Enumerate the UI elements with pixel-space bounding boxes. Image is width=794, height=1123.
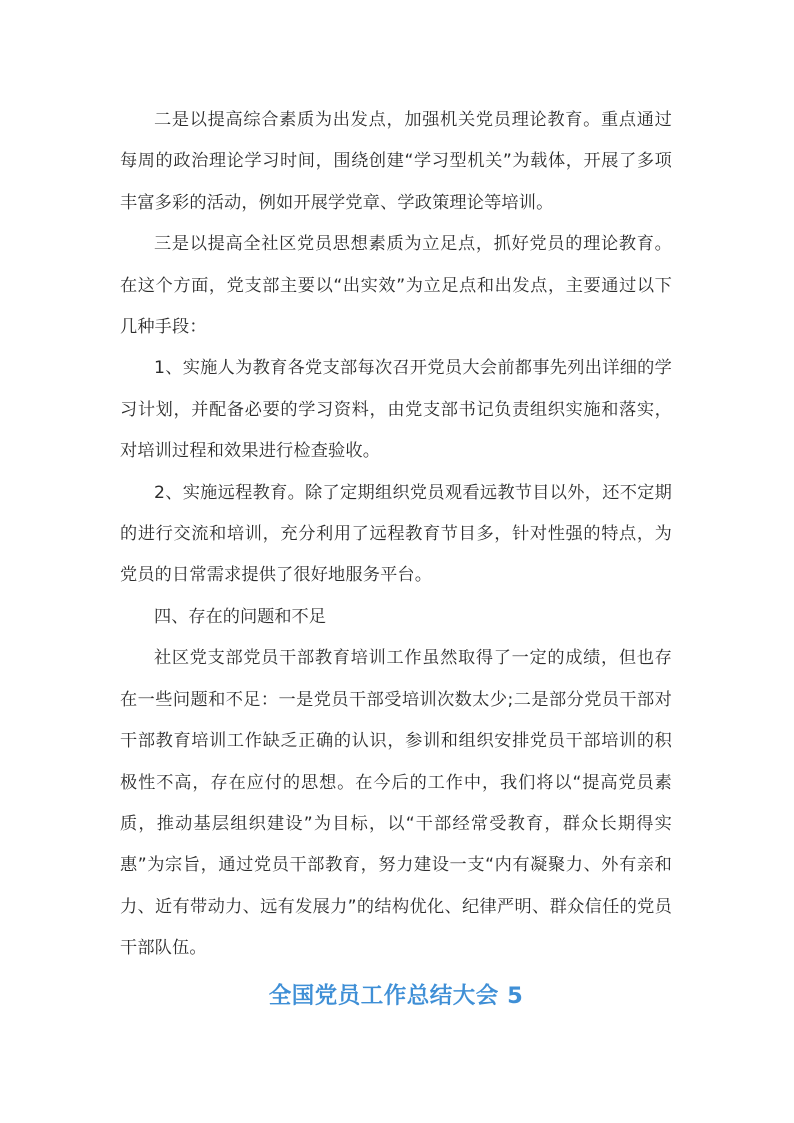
paragraph-problems: 社区党支部党员干部教育培训工作虽然取得了一定的成绩，但也存在一些问题和不足：一是党员干部受培训次数太少;二是部分党员干部对干部教育培训工作缺乏正确的认识，参训和组织安排党员干部培训的积极性不高，存在应付的思想。在今后的工作中，我们将以“提高党员素质，推动基层组织建设”为目标，以“干部经常受教育，群众长期得实惠”为宗旨，通过党员干部教育，努力建设一支“内有凝聚力、外有亲和力、近有带动力、远有发展力”的结构优化、纪律严明、群众信任的党员干部队伍。 — [120, 648, 672, 959]
paragraph-method-two: 2、实施远程教育。除了定期组织党员观看远教节目以外，还不定期的进行交流和培训，充分利用了远程教育节目多，针对性强的特点，为党员的日常需求提供了很好地服务平台。 — [120, 482, 672, 586]
document-body — [120, 100, 672, 1014]
paragraph-second-point: 二是以提高综合素质为出发点，加强机关党员理论教育。重点通过每周的政治理论学习时间，围绕创建“学习型机关”为载体，开展了多项丰富多彩的活动，例如开展学党章、学政策理论等培训。 — [120, 110, 672, 213]
section-title-problems: 四、存在的问题和不足 — [154, 606, 326, 627]
next-article-heading: 全国党员工作总结大会 5 — [268, 982, 524, 1009]
paragraph-third-point: 三是以提高全社区党员思想素质为立足点，抓好党员的理论教育。在这个方面，党支部主要以“出实效”为立足点和出发点，主要通过以下几种手段： — [120, 234, 672, 338]
paragraph-method-one: 1、实施人为教育各党支部每次召开党员大会前都事先列出详细的学习计划，并配备必要的学习资料，由党支部书记负责组织实施和落实，对培训过程和效果进行检查验收。 — [120, 358, 672, 462]
